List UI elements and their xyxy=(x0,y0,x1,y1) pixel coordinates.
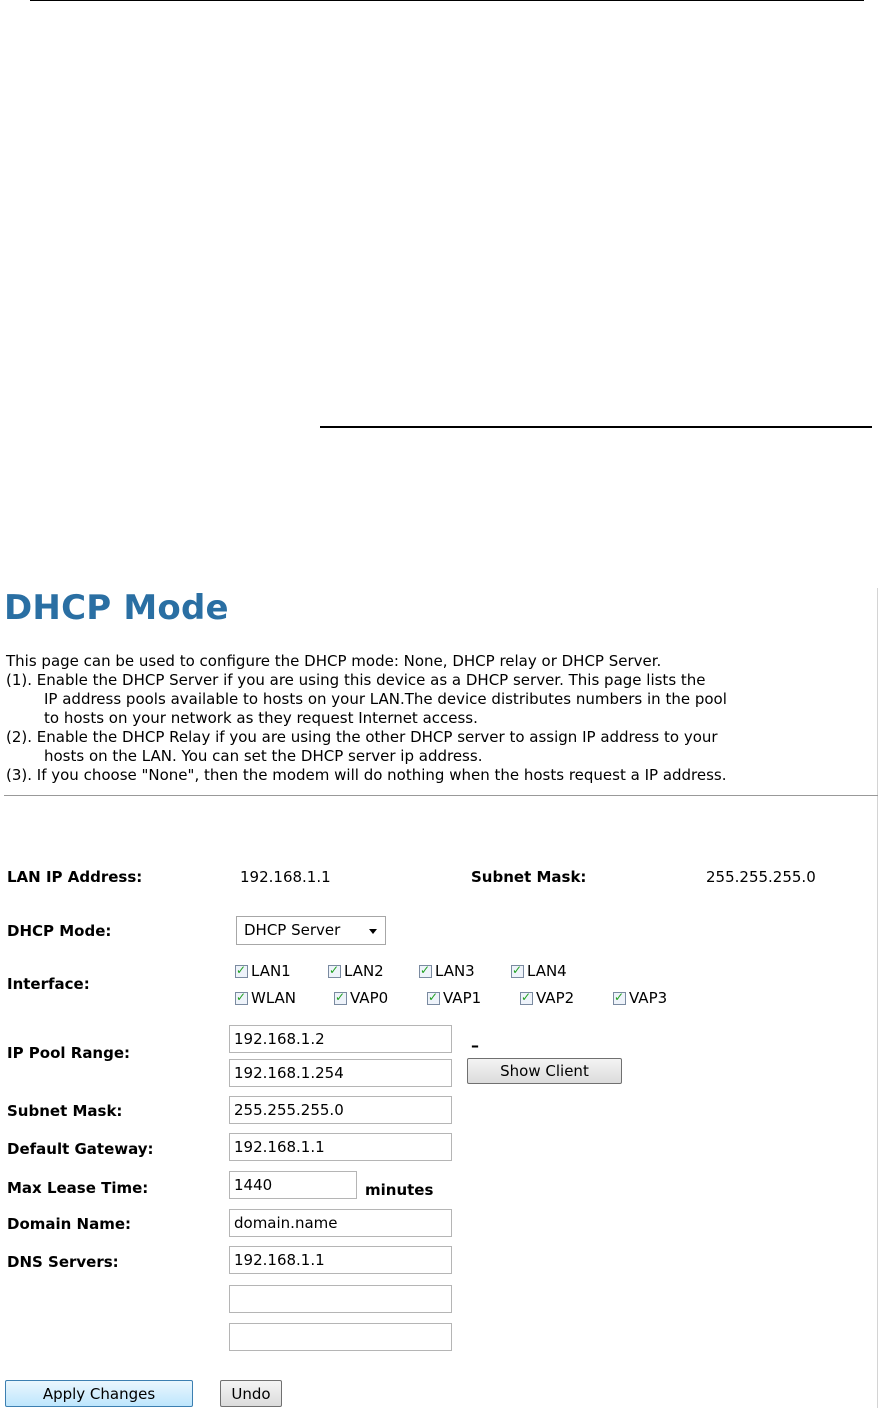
interface-checkbox-vap0[interactable] xyxy=(334,990,388,1006)
undo-button[interactable]: Undo xyxy=(220,1380,282,1407)
default-gateway-input[interactable] xyxy=(229,1133,452,1161)
page-title: DHCP Mode xyxy=(4,588,229,628)
dns-server-1-input[interactable] xyxy=(229,1246,452,1274)
dns-server-2-input[interactable] xyxy=(229,1285,452,1313)
interface-checkbox-vap1[interactable] xyxy=(427,990,481,1006)
checkmark-icon: ✓ xyxy=(420,963,431,977)
checkmark-icon: ✓ xyxy=(236,990,247,1004)
dns-servers-label: DNS Servers: xyxy=(7,1253,119,1271)
lan-mask-value: 255.255.255.0 xyxy=(706,868,816,886)
lease-unit-label: minutes xyxy=(365,1181,434,1199)
domain-name-input[interactable] xyxy=(229,1209,452,1237)
description-line: to hosts on your network as they request Internet access. xyxy=(44,709,478,727)
domain-name-label: Domain Name: xyxy=(7,1215,132,1233)
caret-down-icon xyxy=(369,929,377,934)
dns-server-3-input[interactable] xyxy=(229,1323,452,1351)
checkbox[interactable] xyxy=(235,965,248,978)
interface-checkbox-lan3[interactable] xyxy=(419,963,475,979)
checkmark-icon: ✓ xyxy=(512,963,523,977)
checkmark-icon: ✓ xyxy=(236,963,247,977)
ip-pool-end-input[interactable] xyxy=(229,1059,452,1087)
description-line: (1). Enable the DHCP Server if you are using this device as a DHCP server. This page lists the xyxy=(6,671,706,689)
checkbox-label: VAP1 xyxy=(443,989,482,1007)
interface-checkbox-lan2[interactable] xyxy=(328,963,384,979)
checkbox[interactable] xyxy=(427,992,440,1005)
checkbox-label: WLAN xyxy=(251,989,297,1007)
ip-pool-label: IP Pool Range: xyxy=(7,1044,131,1062)
page-description xyxy=(6,652,882,785)
dhcp-mode-select[interactable] xyxy=(236,916,386,945)
description-divider xyxy=(4,795,878,796)
lan-ip-label: LAN IP Address: xyxy=(7,868,143,886)
checkmark-icon: ✓ xyxy=(329,963,340,977)
top-rule xyxy=(30,0,864,1)
checkbox[interactable] xyxy=(520,992,533,1005)
checkbox-label: LAN4 xyxy=(527,962,567,980)
apply-changes-button[interactable]: Apply Changes xyxy=(5,1380,193,1407)
checkmark-icon: ✓ xyxy=(521,990,532,1004)
checkbox[interactable] xyxy=(613,992,626,1005)
checkmark-icon: ✓ xyxy=(614,990,625,1004)
description-line: This page can be used to configure the DHCP mode: None, DHCP relay or DHCP Server. xyxy=(6,652,662,670)
subnet-mask-label: Subnet Mask: xyxy=(7,1102,123,1120)
interface-checkbox-vap3[interactable] xyxy=(613,990,667,1006)
checkbox[interactable] xyxy=(235,992,248,1005)
description-line: hosts on the LAN. You can set the DHCP server ip address. xyxy=(44,747,483,765)
interface-checkbox-lan4[interactable] xyxy=(511,963,567,979)
checkbox-label: LAN1 xyxy=(251,962,291,980)
range-separator: – xyxy=(471,1036,479,1055)
description-line: IP address pools available to hosts on your LAN.The device distributes numbers in the pool xyxy=(44,690,727,708)
dhcp-mode-label: DHCP Mode: xyxy=(7,922,112,940)
checkbox-label: LAN3 xyxy=(435,962,475,980)
ip-pool-start-input[interactable] xyxy=(229,1025,452,1053)
checkbox-label: VAP0 xyxy=(350,989,389,1007)
subnet-mask-input[interactable] xyxy=(229,1096,452,1124)
interface-checkbox-wlan[interactable] xyxy=(235,990,296,1006)
checkmark-icon: ✓ xyxy=(428,990,439,1004)
lan-mask-label: Subnet Mask: xyxy=(471,868,587,886)
checkmark-icon: ✓ xyxy=(335,990,346,1004)
interface-label: Interface: xyxy=(7,975,90,993)
default-gateway-label: Default Gateway: xyxy=(7,1140,154,1158)
checkbox[interactable] xyxy=(334,992,347,1005)
dhcp-mode-selected: DHCP Server xyxy=(244,921,341,939)
description-line: (2). Enable the DHCP Relay if you are using the other DHCP server to assign IP address to your xyxy=(6,728,718,746)
lan-ip-value: 192.168.1.1 xyxy=(240,868,331,886)
checkbox-label: VAP2 xyxy=(536,989,575,1007)
checkbox-label: LAN2 xyxy=(344,962,384,980)
interface-checkbox-vap2[interactable] xyxy=(520,990,574,1006)
checkbox[interactable] xyxy=(511,965,524,978)
max-lease-label: Max Lease Time: xyxy=(7,1179,149,1197)
section-rule xyxy=(320,426,872,428)
description-line: (3). If you choose "None", then the modem will do nothing when the hosts request a IP address. xyxy=(6,766,727,784)
checkbox-label: VAP3 xyxy=(629,989,668,1007)
checkbox[interactable] xyxy=(328,965,341,978)
show-client-button[interactable]: Show Client xyxy=(467,1058,622,1084)
checkbox[interactable] xyxy=(419,965,432,978)
interface-checkbox-lan1[interactable] xyxy=(235,963,291,979)
max-lease-input[interactable] xyxy=(229,1171,357,1199)
